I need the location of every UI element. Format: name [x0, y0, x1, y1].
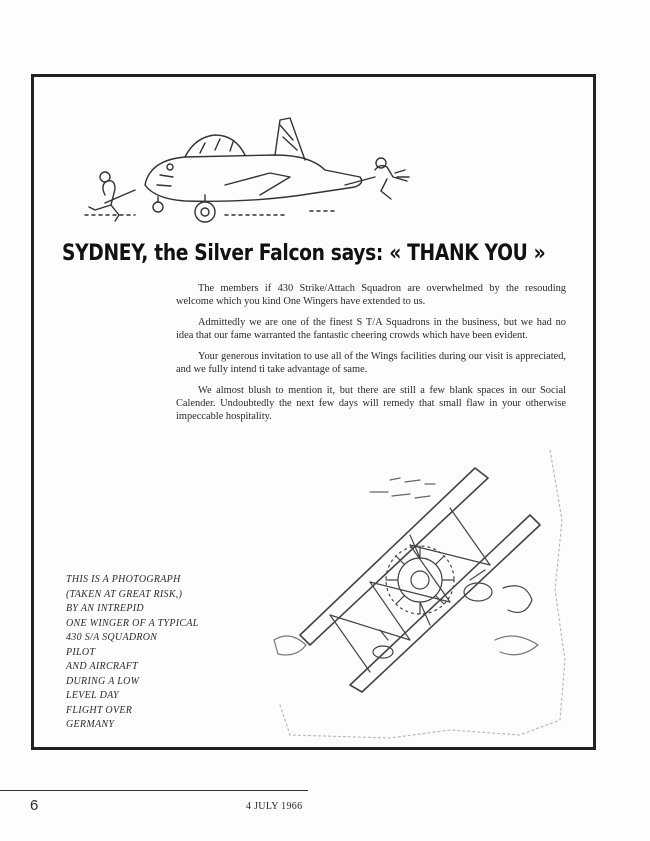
biplane-cartoon-illustration: [270, 440, 570, 740]
caption-line: ONE WINGER OF A TYPICAL: [66, 617, 199, 629]
caption-line: AND AIRCRAFT: [66, 661, 139, 672]
paragraph: We almost blush to mention it, but there are still a few blank spaces in our Social Calender. Undoubtedly the next few days will remedy that small flaw in your otherwise impeccable hospitality.: [176, 385, 566, 422]
caption-line: (TAKEN AT GREAT RISK,): [66, 588, 183, 600]
photo-caption: [66, 573, 236, 733]
paragraph: Admittedly we are one of the finest S T/A Squadrons in the business, but we had no idea that our fame warranted the fantastic cheering crowds which have been evident.: [176, 317, 566, 341]
caption-line: BY AN INTREPID: [66, 603, 144, 614]
footer-rule: [0, 790, 308, 791]
caption-line: 430 S/A SQUADRON: [66, 632, 158, 643]
caption-line: LEVEL DAY: [66, 690, 119, 701]
caption-line: PILOT: [66, 646, 96, 658]
caption-line: FLIGHT OVER: [66, 704, 133, 716]
paragraph: The members if 430 Strike/Attach Squadron are overwhelmed by the resouding welcome which you kind One Wingers have extended to us.: [176, 283, 566, 307]
caption-line: DURING A LOW: [66, 675, 140, 687]
letter-body: [176, 282, 566, 431]
caption-line: THIS IS A PHOTOGRAPH: [66, 574, 181, 585]
jet-cartoon-illustration: [75, 115, 420, 230]
paragraph: Your generous invitation to use all of the Wings facilities during our visit is appreciated, and we fully intend ti take advantage of same.: [176, 351, 566, 375]
caption-line: GERMANY: [66, 719, 115, 730]
page-number: 6: [30, 797, 39, 814]
issue-date: 4 JULY 1966: [246, 801, 303, 812]
article-headline: SYDNEY, the Silver Falcon says: « THANK YOU »: [62, 240, 546, 266]
